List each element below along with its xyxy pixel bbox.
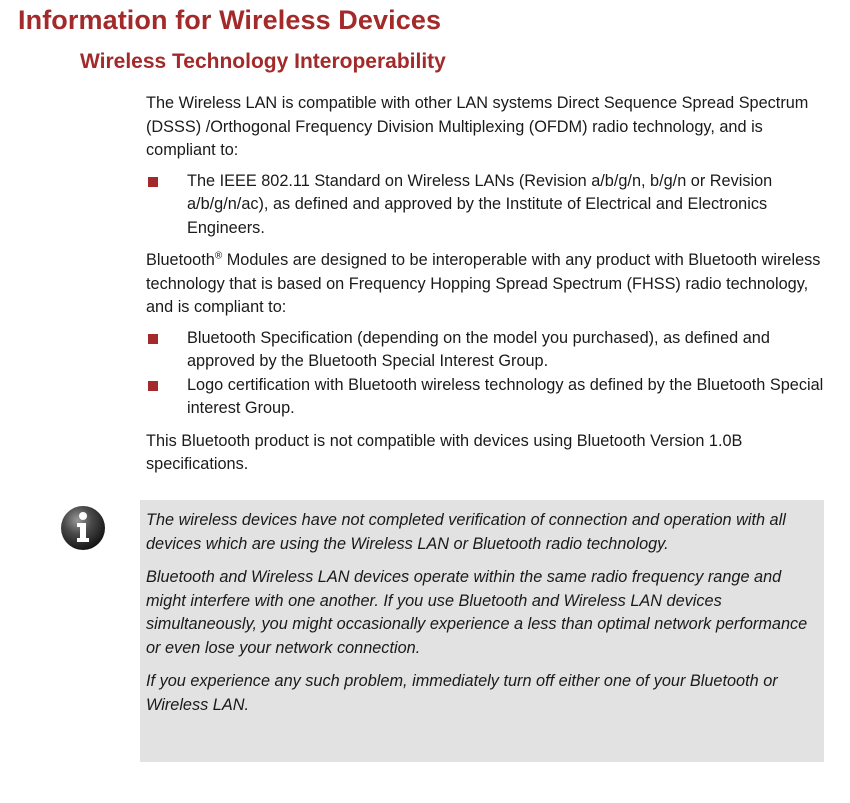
bluetooth-compat-paragraph: This Bluetooth product is not compatible with devices using Bluetooth Version 1.0B specifications. <box>146 431 743 473</box>
main-content <box>146 92 826 477</box>
square-bullet-icon <box>148 381 158 391</box>
list-item <box>146 374 826 421</box>
square-bullet-icon <box>148 334 158 344</box>
list-item-text: The IEEE 802.11 Standard on Wireless LANs (Revision a/b/g/n, b/g/n or Revision a/b/g/n/ac), as defined and approved by the Institute of Electrical and Electronics Engineers. <box>187 171 773 237</box>
page-title: Information for Wireless Devices <box>18 5 442 35</box>
wlan-intro-paragraph: The Wireless LAN is compatible with other LAN systems Direct Sequence Spread Spectrum (DSSS) /Orthogonal Frequency Division Multiplexing (OFDM) radio technology, and is compliant to: <box>146 94 809 159</box>
section-title: Wireless Technology Interoperability <box>80 50 446 73</box>
wlan-compliance-list <box>146 170 826 241</box>
note-paragraph: The wireless devices have not completed verification of connection and operation with all devices which are using the Wireless LAN or Bluetooth radio technology. <box>146 511 786 553</box>
bluetooth-intro-paragraph <box>146 249 826 320</box>
bluetooth-word: Bluetooth <box>146 251 215 269</box>
note-box <box>140 500 824 762</box>
info-icon <box>58 503 108 553</box>
bluetooth-intro-text: Modules are designed to be interoperable with any product with Bluetooth wireless technology that is based on Frequency Hopping Spread Spectrum (FHSS) radio technology, and is compliant to: <box>146 251 821 316</box>
list-item-text: Logo certification with Bluetooth wireless technology as defined by the Bluetooth Special interest Group. <box>187 375 824 417</box>
note-paragraph: Bluetooth and Wireless LAN devices operate within the same radio frequency range and might interfere with one another. If you use Bluetooth and Wireless LAN devices simultaneously, you might occasionally experience a less than optimal network performance or even lose your network connection. <box>146 568 808 657</box>
list-item <box>146 327 826 374</box>
note-paragraph: If you experience any such problem, immediately turn off either one of your Bluetooth or Wireless LAN. <box>146 672 778 714</box>
list-item <box>146 170 826 241</box>
bluetooth-compliance-list <box>146 327 826 421</box>
square-bullet-icon <box>148 177 158 187</box>
registered-mark: ® <box>214 250 223 262</box>
list-item-text: Bluetooth Specification (depending on the model you purchased), as defined and approved by the Bluetooth Special Interest Group. <box>187 328 770 370</box>
